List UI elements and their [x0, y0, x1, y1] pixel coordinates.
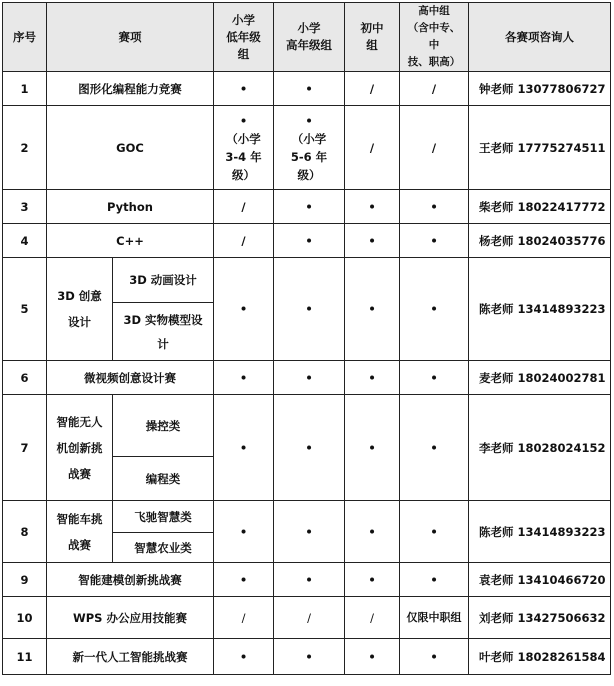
table-row	[3, 563, 611, 597]
header-row	[3, 3, 611, 72]
row-no: 5	[3, 258, 47, 361]
cell-middle: •	[345, 501, 400, 563]
cell-senior-primary: •	[274, 190, 345, 224]
cell-senior-primary: •	[274, 501, 345, 563]
cell-contact: 王老师 17775274511	[469, 106, 611, 190]
cell-junior-primary: /	[214, 597, 274, 639]
cell-junior-primary: •	[214, 501, 274, 563]
cell-junior-primary: •	[214, 639, 274, 675]
cell-senior-primary: •	[274, 224, 345, 258]
cell-middle: /	[345, 72, 400, 106]
cell-senior-primary: •	[274, 395, 345, 501]
row-event: Python	[47, 190, 214, 224]
cell-senior-primary: •	[274, 361, 345, 395]
cell-high: 仅限中职组	[400, 597, 469, 639]
cell-middle: •	[345, 258, 400, 361]
cell-contact: 陈老师 13414893223	[469, 501, 611, 563]
row-no: 8	[3, 501, 47, 563]
cell-junior-primary: •	[214, 395, 274, 501]
cell-middle: •	[345, 190, 400, 224]
cell-high: •	[400, 258, 469, 361]
competition-table	[2, 2, 611, 675]
cell-high: •	[400, 190, 469, 224]
row-no: 10	[3, 597, 47, 639]
header-no: 序号	[3, 3, 47, 72]
header-high: 高中组 （含中专、中 技、职高）	[400, 3, 469, 72]
cell-contact: 陈老师 13414893223	[469, 258, 611, 361]
cell-senior-primary: • （小学 5-6 年 级）	[274, 106, 345, 190]
table-row	[3, 639, 611, 675]
cell-middle: /	[345, 597, 400, 639]
cell-senior-primary: •	[274, 639, 345, 675]
table-row	[3, 258, 611, 303]
cell-contact: 刘老师 13427506632	[469, 597, 611, 639]
cell-contact: 杨老师 18024035776	[469, 224, 611, 258]
table-row	[3, 501, 611, 533]
cell-middle: •	[345, 361, 400, 395]
header-junior-primary: 小学 低年级 组	[214, 3, 274, 72]
cell-contact: 麦老师 18024002781	[469, 361, 611, 395]
cell-high: •	[400, 395, 469, 501]
cell-middle: /	[345, 106, 400, 190]
row-no: 9	[3, 563, 47, 597]
row-subevent: 编程类	[113, 457, 214, 501]
row-no: 2	[3, 106, 47, 190]
cell-junior-primary: •	[214, 361, 274, 395]
row-event: WPS 办公应用技能赛	[47, 597, 214, 639]
row-event: C++	[47, 224, 214, 258]
cell-contact: 钟老师 13077806727	[469, 72, 611, 106]
row-subevent: 操控类	[113, 395, 214, 457]
cell-contact: 柴老师 18022417772	[469, 190, 611, 224]
cell-high: •	[400, 361, 469, 395]
table-row	[3, 361, 611, 395]
table-row	[3, 597, 611, 639]
cell-junior-primary: •	[214, 563, 274, 597]
cell-contact: 叶老师 18028261584	[469, 639, 611, 675]
table-row	[3, 190, 611, 224]
row-event: 智能无人 机创新挑 战赛	[47, 395, 113, 501]
row-event: 图形化编程能力竞赛	[47, 72, 214, 106]
row-subevent: 飞驰智慧类	[113, 501, 214, 533]
cell-middle: •	[345, 224, 400, 258]
row-no: 6	[3, 361, 47, 395]
cell-junior-primary: • （小学 3-4 年 级）	[214, 106, 274, 190]
cell-senior-primary: •	[274, 258, 345, 361]
table-row	[3, 224, 611, 258]
row-event: 3D 创意 设计	[47, 258, 113, 361]
cell-high: /	[400, 106, 469, 190]
cell-contact: 袁老师 13410466720	[469, 563, 611, 597]
cell-senior-primary: •	[274, 563, 345, 597]
cell-senior-primary: /	[274, 597, 345, 639]
cell-middle: •	[345, 563, 400, 597]
cell-senior-primary: •	[274, 72, 345, 106]
row-subevent: 3D 实物模型设 计	[113, 303, 214, 361]
row-no: 4	[3, 224, 47, 258]
cell-high: /	[400, 72, 469, 106]
row-event: 智能车挑 战赛	[47, 501, 113, 563]
row-event: 微视频创意设计赛	[47, 361, 214, 395]
row-subevent: 3D 动画设计	[113, 258, 214, 303]
cell-junior-primary: •	[214, 258, 274, 361]
cell-junior-primary: /	[214, 224, 274, 258]
cell-middle: •	[345, 395, 400, 501]
row-subevent: 智慧农业类	[113, 533, 214, 563]
row-event: GOC	[47, 106, 214, 190]
cell-junior-primary: /	[214, 190, 274, 224]
row-no: 1	[3, 72, 47, 106]
row-no: 11	[3, 639, 47, 675]
cell-junior-primary: •	[214, 72, 274, 106]
cell-contact: 李老师 18028024152	[469, 395, 611, 501]
cell-middle: •	[345, 639, 400, 675]
table-row	[3, 72, 611, 106]
header-event: 赛项	[47, 3, 214, 72]
row-no: 7	[3, 395, 47, 501]
row-no: 3	[3, 190, 47, 224]
cell-high: •	[400, 224, 469, 258]
header-contact: 各赛项咨询人	[469, 3, 611, 72]
cell-high: •	[400, 501, 469, 563]
row-event: 智能建模创新挑战赛	[47, 563, 214, 597]
row-event: 新一代人工智能挑战赛	[47, 639, 214, 675]
cell-high: •	[400, 639, 469, 675]
header-senior-primary: 小学 高年级组	[274, 3, 345, 72]
table-row	[3, 106, 611, 190]
header-middle: 初中 组	[345, 3, 400, 72]
table-row	[3, 395, 611, 457]
cell-high: •	[400, 563, 469, 597]
